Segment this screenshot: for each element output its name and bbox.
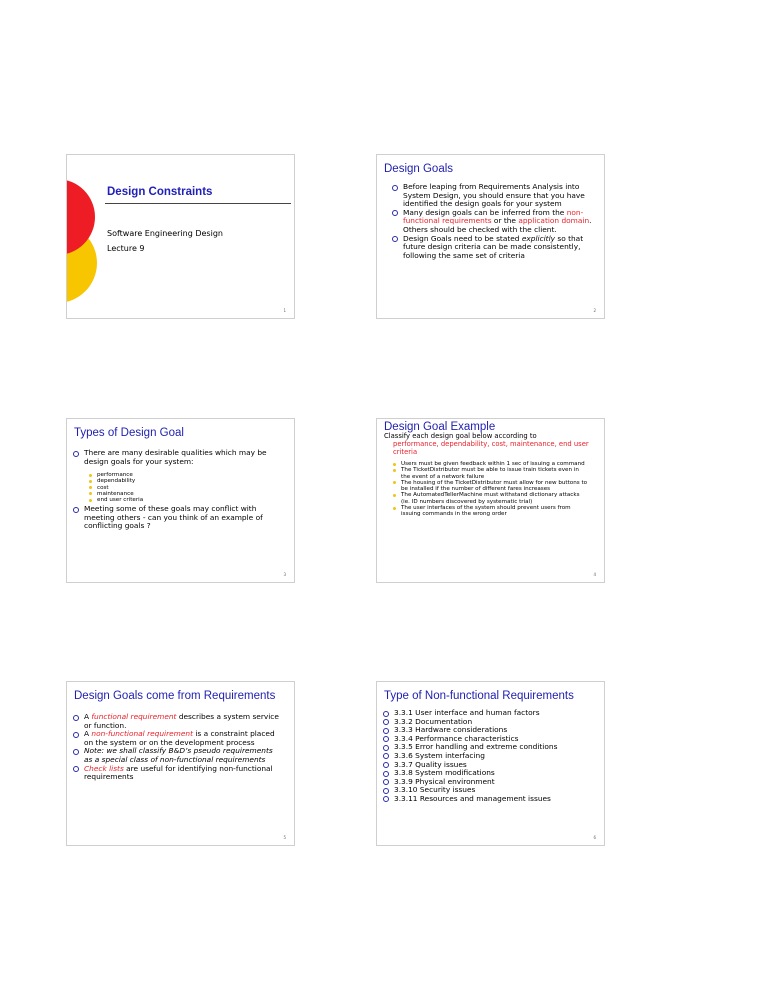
sub-item: maintenance: [89, 491, 269, 497]
bullet-list: [73, 505, 283, 531]
bullet: Before leaping from Requirements Analysis into System Design, you should ensure that you have identified the design goals for your system: [392, 183, 597, 209]
title-rule: [105, 203, 291, 204]
bullet-list: [392, 183, 597, 260]
list-item: 3.3.9 Physical environment: [383, 778, 598, 787]
bullet: A non-functional requirement is a constraint placed on the system or on the development process: [73, 730, 283, 747]
intro-text: Classify each design goal below according to performance, dependability, cost, maintenance, end user criteria: [384, 432, 589, 456]
sub-list: [393, 461, 588, 518]
slide-title: Types of Design Goal: [74, 427, 184, 439]
sub-item: The housing of the TicketDistributor must allow for new buttons to be installed if the number of different fares increases: [393, 480, 588, 493]
slide-5: [66, 681, 295, 846]
sub-item: The TicketDistributor must be able to issue train tickets even in the event of a network failure: [393, 467, 588, 480]
slide-number: 1: [283, 308, 286, 313]
list-item: 3.3.3 Hardware considerations: [383, 726, 598, 735]
sub-item: end user criteria: [89, 497, 269, 503]
list-item: 3.3.4 Performance characteristics: [383, 735, 598, 744]
bullet-list: [73, 713, 283, 782]
bullet: Design Goals need to be stated explicitly so that future design criteria can be made consistently, following the same set of criteria: [392, 235, 597, 261]
sub-item: The AutomatedTellerMachine must withstand dictionary attacks (ie. ID numbers discovered by systematic trial): [393, 492, 588, 505]
list-item: 3.3.2 Documentation: [383, 718, 598, 727]
bullet: There are many desirable qualities which may be design goals for your system:: [73, 449, 283, 466]
slide-number: 4: [593, 572, 596, 577]
bullet-list: [73, 449, 283, 466]
slide-number: 5: [283, 835, 286, 840]
slide-title: Design Goals: [384, 163, 454, 175]
list-item: 3.3.5 Error handling and extreme conditions: [383, 743, 598, 752]
slide-title: Design Goals come from Requirements: [74, 690, 276, 702]
slide-title: Design Goal Example: [384, 421, 496, 433]
sub-item: dependability: [89, 478, 269, 484]
sub-list: [89, 472, 269, 503]
list-item: 3.3.6 System interfacing: [383, 752, 598, 761]
slide-number: 3: [283, 572, 286, 577]
sub-item: Users must be given feedback within 1 sec of issuing a command: [393, 461, 588, 467]
list-item: 3.3.11 Resources and management issues: [383, 795, 598, 804]
bullet: Note: we shall classify B&D’s pseudo requirements as a special class of non-functional requirements: [73, 747, 283, 764]
subtitle-line-2: Lecture 9: [107, 244, 145, 253]
bullet: Meeting some of these goals may conflict with meeting others - can you think of an example of conflicting goals ?: [73, 505, 283, 531]
slide-number: 6: [593, 835, 596, 840]
sub-item: The user interfaces of the system should prevent users from issuing commands in the wrong order: [393, 505, 588, 518]
decorative-circles: [67, 155, 107, 318]
slide-number: 2: [593, 308, 596, 313]
slide-3: [66, 418, 295, 583]
slide-6: [376, 681, 605, 846]
list-item: 3.3.10 Security issues: [383, 786, 598, 795]
slide-1: [66, 154, 295, 319]
slide-title: Type of Non-functional Requirements: [384, 690, 574, 702]
bullet: Check lists are useful for identifying non-functional requirements: [73, 765, 283, 782]
bullet: Many design goals can be inferred from the non-functional requirements or the application domain. Others should be checked with the client.: [392, 209, 597, 235]
slide-4: [376, 418, 605, 583]
slide-title: Design Constraints: [107, 186, 213, 198]
list-item: 3.3.7 Quality issues: [383, 761, 598, 770]
bullet-list: [383, 709, 598, 804]
bullet: A functional requirement describes a system service or function.: [73, 713, 283, 730]
sub-item: cost: [89, 485, 269, 491]
list-item: 3.3.8 System modifications: [383, 769, 598, 778]
subtitle-line-1: Software Engineering Design: [107, 229, 223, 238]
list-item: 3.3.1 User interface and human factors: [383, 709, 598, 718]
slide-2: [376, 154, 605, 319]
sub-item: performance: [89, 472, 269, 478]
